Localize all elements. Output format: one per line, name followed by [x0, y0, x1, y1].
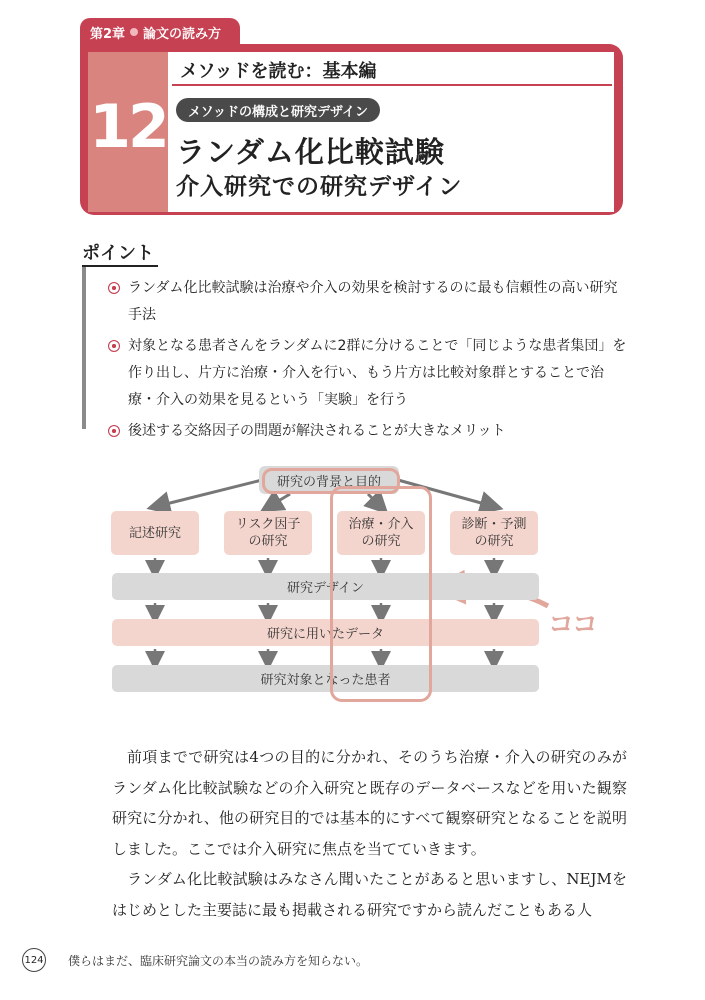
topic-pill: メソッドの構成と研究デザイン [176, 98, 380, 122]
difficulty-rating: 難易度 ★★★☆☆ [502, 219, 604, 233]
body-paragraph: ランダム化比較試験はみなさん聞いたことがあると思いますし、NEJMをはじめとした主要誌に最も掲載される研究ですから読んだこともある人 [112, 870, 627, 919]
highlight-frame-top [262, 468, 400, 494]
page-subtitle: 介入研究での研究デザイン [176, 174, 463, 200]
patients-row: 研究対象となった患者 [112, 665, 539, 692]
point-heading: ポイント [82, 243, 154, 264]
design-row: 研究デザイン [112, 573, 539, 600]
diagram-top-box: 研究の背景と目的 [259, 466, 399, 494]
purpose-box [111, 511, 199, 555]
purpose-box-label: 診断・予測 の研究 [461, 517, 527, 549]
purpose-box-label: 記述研究 [128, 525, 181, 541]
purpose-box [224, 511, 312, 555]
highlight-frame [330, 486, 432, 702]
footer-tagline: 僕らはまだ、臨床研究論文の本当の読み方を知らない。 [68, 954, 369, 968]
purpose-box-label: 治療・介入 の研究 [348, 517, 414, 549]
callout-label: ココ [548, 610, 597, 640]
purpose-box-label: リスク因子 の研究 [235, 517, 301, 549]
point-item: 対象となる患者さんをランダムに2群に分けることで「同じような患者集団」を作り出し、片方に治療・介入を行い、もう片方は比較対象群とすることで治療・介入の効果を見るという「実験」を行う [108, 333, 628, 414]
section-subhead: メソッドを読む：基本編 [180, 61, 377, 82]
chapter-label: 第2章 [90, 26, 126, 42]
chapter-title: 論文の読み方 [143, 26, 222, 42]
data-row: 研究に用いたデータ [112, 619, 539, 646]
purpose-box [450, 511, 538, 555]
body-paragraph: 前項までで研究は4つの目的に分かれ、そのうち治療・介入の研究のみがランダム化比較試験などの介入研究と既存のデータベースなどを用いた観察研究に分かれ、他の研究目的では基本的にすべて観察研究となることを説明しました。ここでは介入研究に焦点を当てていきます。 [112, 748, 627, 858]
section-number: 12 [89, 92, 167, 162]
page-title: ランダム化比較試験 [176, 135, 445, 169]
body-text [112, 742, 627, 925]
point-item: 後述する交絡因子の問題が解決されることが大きなメリット [108, 418, 628, 445]
page-number: 124 [22, 948, 46, 972]
point-item: ランダム化比較試験は治療や介入の効果を検討するのに最も信頼性の高い研究手法 [108, 275, 628, 329]
